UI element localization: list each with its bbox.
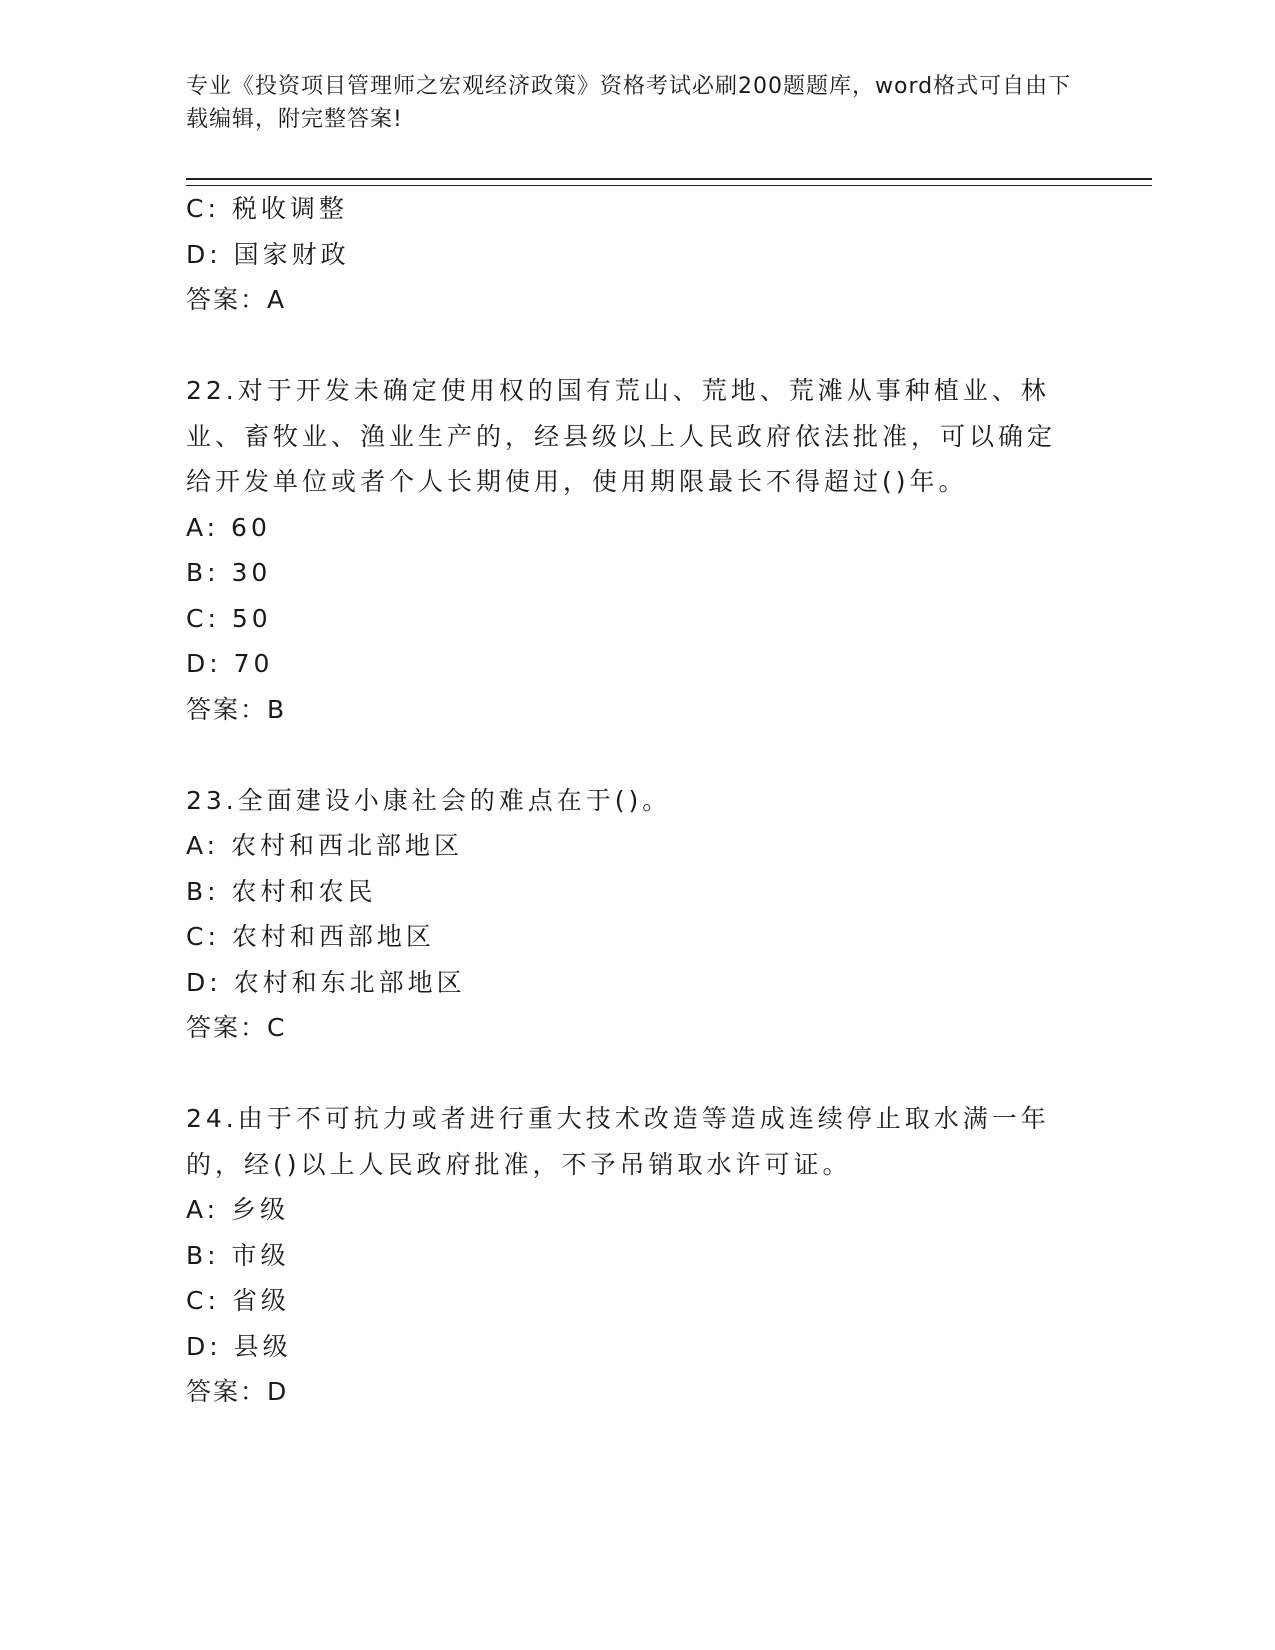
option-label: B: <box>186 1240 220 1270</box>
option-label: B: <box>186 558 220 587</box>
option-row <box>186 550 1076 596</box>
option-text: 乡级 <box>231 1195 290 1224</box>
option-text: 30 <box>231 558 272 587</box>
option-text: 70 <box>233 649 274 678</box>
option-text: 县级 <box>233 1331 292 1361</box>
option-label: C: <box>186 1286 220 1315</box>
option-row <box>186 596 1076 642</box>
option-label: C: <box>186 603 220 633</box>
option-label: C: <box>186 922 220 951</box>
option-text: 省级 <box>231 1286 290 1315</box>
option-label: C: <box>186 194 220 223</box>
option-text: 市级 <box>231 1240 290 1270</box>
spacer <box>186 732 1076 778</box>
option-label: D: <box>186 967 222 997</box>
option-text: 农村和西部地区 <box>231 922 435 951</box>
option-label: A: <box>186 831 220 860</box>
question-number: 24. <box>186 1104 238 1133</box>
option-row <box>186 960 1076 1006</box>
option-row <box>186 1233 1076 1279</box>
option-label: D: <box>186 649 222 678</box>
option-text: 税收调整 <box>231 194 348 223</box>
question-stem <box>186 1096 1076 1187</box>
option-row <box>186 1324 1076 1370</box>
question-text: 全面建设小康社会的难点在于()。 <box>237 785 672 815</box>
header-title: 专业《投资项目管理师之宏观经济政策》资格考试必刷200题题库，word格式可自由下载编辑，附完整答案! <box>186 74 1072 132</box>
page-header <box>186 70 1076 136</box>
option-row <box>186 823 1076 869</box>
option-label: A: <box>186 1195 220 1224</box>
option-text: 50 <box>231 603 272 633</box>
option-text: 农村和东北部地区 <box>233 967 466 997</box>
answer-line: 答案：A <box>186 285 287 314</box>
option-row <box>186 641 1076 687</box>
option-text: 国家财政 <box>233 239 350 269</box>
question-number: 23. <box>186 785 238 815</box>
option-row <box>186 505 1076 551</box>
question-text: 对于开发未确定使用权的国有荒山、荒地、荒滩从事种植业、林业、畜牧业、渔业生产的，经县级以上人民政府依法批准，可以确定给开发单位或者个人长期使用，使用期限最长不得超过()年。 <box>186 376 1057 496</box>
option-label: B: <box>186 876 220 906</box>
document-body <box>186 186 1076 1415</box>
question-text: 由于不可抗力或者进行重大技术改造等造成连续停止取水满一年的，经()以上人民政府批准，不予吊销取水许可证。 <box>186 1104 1050 1179</box>
question-stem <box>186 368 1076 505</box>
option-row <box>186 186 1076 232</box>
option-row <box>186 914 1076 960</box>
option-label: A: <box>186 512 220 542</box>
answer-line: 答案：B <box>186 694 287 724</box>
answer-line: 答案：D <box>186 1377 289 1406</box>
option-row <box>186 1278 1076 1324</box>
option-row <box>186 232 1076 278</box>
option-row <box>186 869 1076 915</box>
spacer <box>186 1051 1076 1097</box>
option-text: 农村和西北部地区 <box>231 831 464 860</box>
option-text: 60 <box>231 512 271 542</box>
question-number: 22. <box>186 376 238 405</box>
option-label: D: <box>186 1331 222 1361</box>
answer-line: 答案：C <box>186 1013 287 1042</box>
option-text: 农村和农民 <box>231 876 377 906</box>
spacer <box>186 323 1076 369</box>
option-row <box>186 1187 1076 1233</box>
option-label: D: <box>186 239 222 269</box>
header-divider <box>186 178 1152 186</box>
question-stem <box>186 778 1076 824</box>
